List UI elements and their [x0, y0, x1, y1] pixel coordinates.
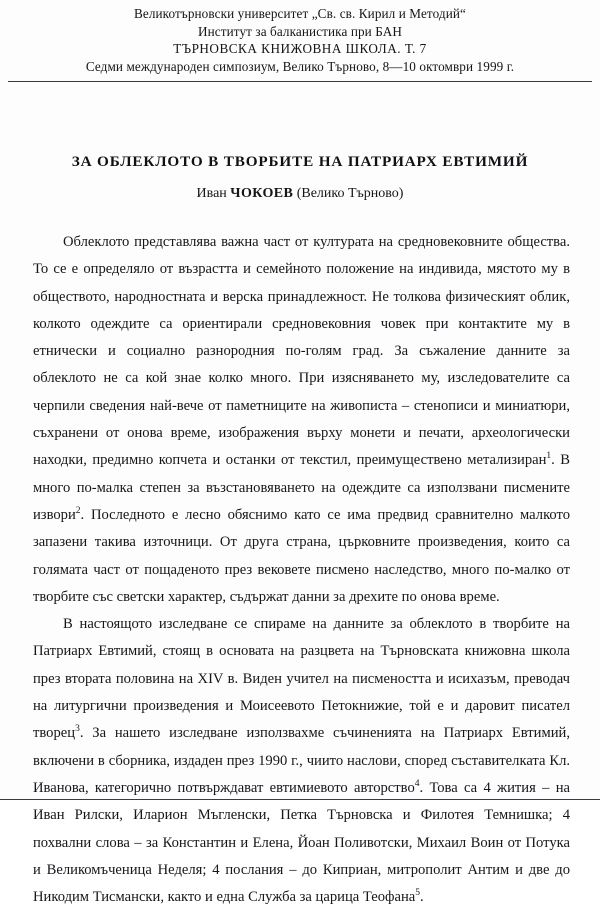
paragraph-2-text-c: . Това са 4 жития – на Иван Рилски, Иларион Мъгленски, Петка Търновска и Филотея Темнишка; 4 похвални слова – за Константин и Елена, Йоан Поливотски, Михаил Воин от Потука и Великомъченица Неделя; 4 послания – до Киприан, митрополит Антим и две до Никодим Тисмански, както и една Служба за царица Теофана: [33, 779, 570, 906]
author-surname: ЧОКОЕВ: [230, 186, 294, 201]
paragraph-1-text-c: . Последното е лесно обяснимо като се има предвид сравнително малкото запазени такива източници. От друга страна, църковните произведения, които са голямата част от пощаденото през вековете писмено наследство, много по-малко от творбите със светски характер, съдържат данни за дрехите по онова време.: [33, 506, 570, 605]
author-given-name: Иван: [196, 186, 231, 201]
title-block: [0, 152, 600, 203]
paragraph-1: [33, 229, 570, 611]
footnote-marker-5: 5: [415, 888, 420, 899]
page-title: ЗА ОБЛЕКЛОТО В ТВОРБИТЕ НА ПАТРИАРХ ЕВТИМИЙ: [71, 153, 529, 170]
footnote-marker-4: 4: [414, 779, 420, 790]
paragraph-2-text-b: . За нашето изследване използвахме съчиненията на Патриарх Евтимий, включени в сборника, издаден през 1990 г., чиито наслови, според съставителката Кл. Иванова, категорично потвърждават евтимиевото авторство: [33, 725, 570, 796]
masthead-series: ТЪРНОВСКА КНИЖОВНА ШКОЛА. Т. 7: [173, 41, 427, 56]
body-copy: [33, 229, 570, 911]
footnote-marker-3: 3: [75, 724, 80, 735]
footnote-marker-1: 1: [546, 451, 552, 462]
paragraph-2-text-d: .: [420, 889, 424, 906]
masthead: [0, 0, 600, 75]
footnote-marker-2: 2: [75, 506, 81, 517]
paragraph-2-text-a: В настоящото изследване се спираме на данните за облеклото в творбите на Патриарх Евтимий, стоящ в основата на разцвета на Търновската книжовна школа през втората половина на XIV в. Виден учител на писмеността и исихазъм, преводач на литургични произведения и Моисеевото Петокнижие, той е и даровит писател творец: [33, 616, 570, 742]
header-divider: [8, 81, 592, 82]
author-line: [0, 184, 600, 203]
masthead-symposium: Седми международен симпозиум, Велико Търново, 8—10 октомври 1999 г.: [85, 58, 515, 74]
paragraph-2: [33, 611, 570, 911]
paragraph-1-text-b: . В много по-малка степен за възстановяването на одеждите са използвани писмените извори: [33, 452, 570, 523]
masthead-institute: Институт за балканистика при БАН: [198, 23, 402, 39]
masthead-university: Великотърновски университет „Св. св. Кирил и Методий“: [134, 6, 466, 21]
author-affiliation: (Велико Търново): [293, 186, 404, 201]
paragraph-1-text-a: Облеклото представлява важна част от културата на средновековните общества. То се е определяло от възрастта и семейното положение на индивида, мястото му в обществото, народностната и верска принадлежност. Не толкова физическият облик, колкото одеждите са ориентирали средновековния човек при контактите му в етнически и социално разнородния по-голям град. За съжаление данните за облеклото не са кой знае колко много. При изясняването му, изследователите са черпили сведения най-вече от паметниците на живописта – стенописи и миниатюри, съхранени от онова време, изображения върху монети и печати, археологически находки, предимно копчета и останки от текстил, преимуществено метализиран: [33, 234, 570, 469]
